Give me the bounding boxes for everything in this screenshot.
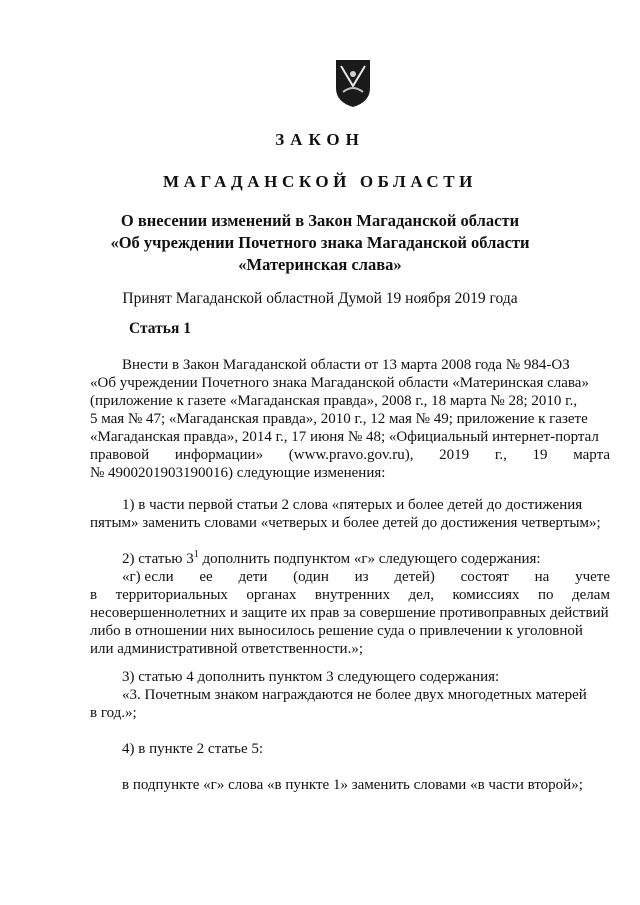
word: на [534,569,550,585]
word: комиссиях [452,587,520,603]
justified-line [90,568,610,586]
text-line: 3) статью 4 дополнить пунктом 3 следующего содержания: [122,669,500,685]
word: по [538,587,554,603]
text-line: в год.»; [90,705,137,721]
word: информации» [174,447,264,463]
word: территориальных [115,587,228,603]
word: г., [494,447,507,463]
text-line: 4) в пункте 2 статье 5: [122,741,264,757]
word: состоят [460,569,509,585]
text-line: Внести в Закон Магаданской области от 13 марта 2008 года № 984-ОЗ [122,357,570,373]
word: «г) если [122,569,174,585]
word: правовой [90,447,150,463]
word: дети [238,569,268,585]
coat-of-arms-icon [333,58,373,108]
adoption-note: Принят Магаданской областной Думой 19 ноября 2019 года [122,290,518,307]
intro-paragraph [90,356,610,482]
word: (один [293,569,329,585]
item-1 [90,496,610,532]
word: 2019 [439,447,470,463]
text-line: № 4900201903190016) следующие изменения: [90,465,386,481]
word: ее [199,569,213,585]
text-line: «Магаданская правда», 2014 г., 17 июня № 48; «Официальный интернет-портал [90,429,599,445]
word: 19 [532,447,548,463]
region-heading: МАГАДАНСКОЙ ОБЛАСТИ [162,172,477,191]
item-2 [90,550,610,658]
text-line: «Об учреждении Почетного знака Магаданской области «Материнская слава» [90,375,589,391]
item-4-subpoint [90,776,610,794]
text-line: в подпункте «г» слова «в пункте 1» заменить словами «в части второй»; [122,777,583,793]
item-2-heading [90,550,610,568]
word: органах [246,587,297,603]
text-line: «3. Почетным знаком награждаются не более двух многодетных матерей [122,687,587,703]
text-line: 5 мая № 47; «Магаданская правда», 2010 г., 12 мая № 49; приложение к газете [90,411,588,427]
superscript: 1 [193,549,199,560]
text-fragment: дополнить подпунктом «г» следующего содержания: [198,551,541,567]
item-3 [90,668,610,722]
law-title-line: О внесении изменений в Закон Магаданской области [120,211,520,230]
justified-line [90,446,610,464]
word: внутренних [314,587,390,603]
word: учете [575,569,610,585]
text-line: несовершеннолетних и защите их прав за совершение противоправных действий [90,605,609,621]
word: детей) [394,569,435,585]
word: дел, [408,587,435,603]
law-title-line: «Материнская слава» [238,255,402,274]
law-title [100,210,540,276]
item-4 [90,740,610,758]
text-line: 1) в части первой статьи 2 слова «пятерых и более детей до достижения [122,497,583,513]
law-title-line: «Об учреждении Почетного знака Магаданской области [110,233,530,252]
word: из [354,569,369,585]
word: в [90,587,98,603]
article-heading: Статья 1 [129,320,191,337]
word: делам [572,587,610,603]
text-line: или административной ответственности.»; [90,641,363,657]
word: (www.pravo.gov.ru), [288,447,414,463]
text-line: пятым» заменить словами «четверых и более детей до достижения четвертым»; [90,515,601,531]
word: марта [573,447,610,463]
document-type-heading: ЗАКОН [275,130,365,149]
text-line: либо в отношении них выносилось решение суда о привлечении к уголовной [90,623,583,639]
text-fragment: 2) статью 3 [122,551,194,567]
justified-line [90,586,610,604]
text-line: (приложение к газете «Магаданская правда», 2008 г., 18 марта № 28; 2010 г., [90,393,578,409]
